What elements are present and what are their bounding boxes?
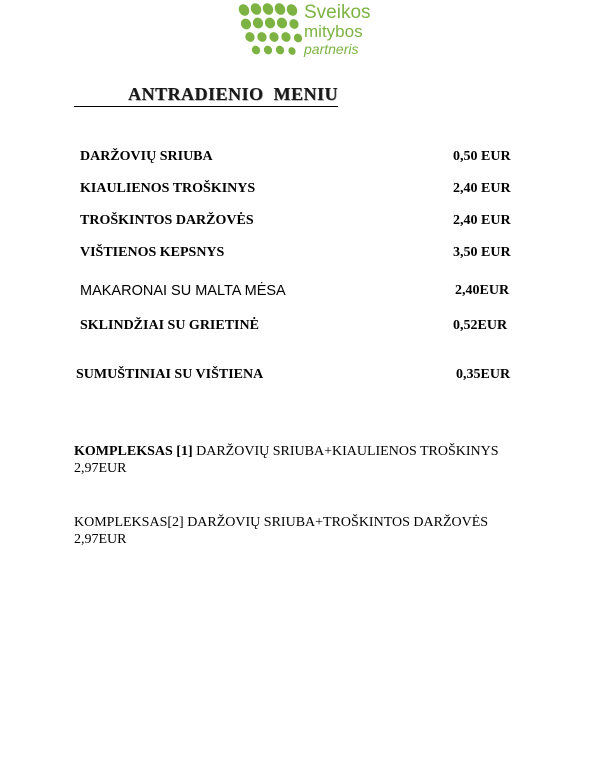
combo-price: 2,97EUR xyxy=(74,461,127,476)
combo-1 xyxy=(74,443,544,477)
logo-line-3: partneris xyxy=(304,41,359,57)
combo-items: DARŽOVIŲ SRIUBA+KIAULIENOS TROŠKINYS xyxy=(192,444,499,459)
menu-item-price: 0,35EUR xyxy=(456,367,511,382)
combo-2 xyxy=(74,514,544,548)
menu-item-name: KIAULIENOS TROŠKINYS xyxy=(80,181,256,196)
menu-item-price: 0,52EUR xyxy=(453,318,508,333)
logo-line-2: mitybos xyxy=(304,22,363,41)
title-underline xyxy=(74,84,338,107)
menu-item-name: VIŠTIENOS KEPSNYS xyxy=(80,245,225,260)
menu-item-name: SUMUŠTINIAI SU VIŠTIENA xyxy=(76,367,264,382)
menu-item-price: 2,40EUR xyxy=(455,283,510,298)
menu-item-price: 0,50 EUR xyxy=(453,149,511,164)
menu-item-name: DARŽOVIŲ SRIUBA xyxy=(80,149,213,164)
menu-item-price: 3,50 EUR xyxy=(453,245,511,260)
combo-label: KOMPLEKSAS [1] xyxy=(74,444,193,459)
menu-item-price: 2,40 EUR xyxy=(453,181,511,196)
menu-item-name: SKLINDŽIAI SU GRIETINĖ xyxy=(80,318,259,333)
menu-item-name: MAKARONAI SU MALTA MĖSA xyxy=(80,283,286,299)
combo-items: DARŽOVIŲ SRIUBA+TROŠKINTOS DARŽOVĖS xyxy=(183,515,489,530)
combo-label: KOMPLEKSAS[2] xyxy=(74,515,184,530)
page-title: ANTRADIENIO MENIU xyxy=(127,84,338,104)
combo-price: 2,97EUR xyxy=(74,532,127,547)
menu-item-price: 2,40 EUR xyxy=(453,213,511,228)
menu-item-name: TROŠKINTOS DARŽOVĖS xyxy=(80,213,254,228)
logo-line-1: Sveikos xyxy=(304,2,371,23)
